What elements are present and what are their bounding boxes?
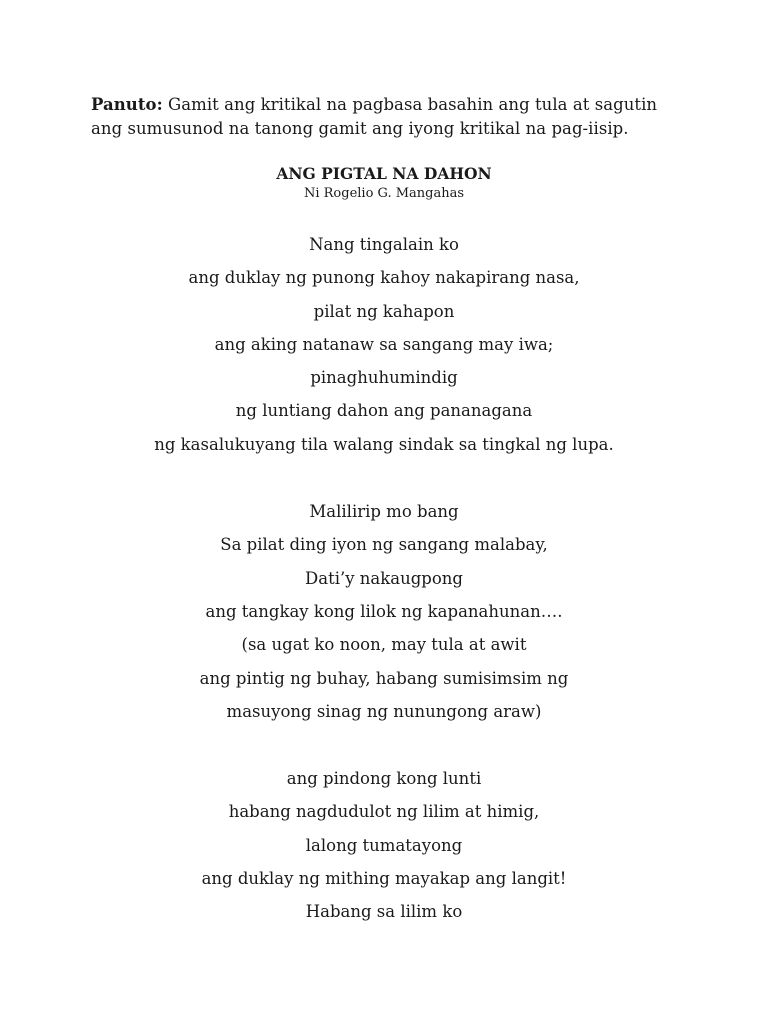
poem-line: Nang tingalain ko <box>309 235 459 254</box>
poem-line: ng luntiang dahon ang pananagana <box>235 401 533 421</box>
poem-line: ng kasalukuyang tila walang sindak sa tingkal ng lupa. <box>154 434 614 454</box>
poem-author: Ni Rogelio G. Mangahas <box>303 186 465 201</box>
poem-line: masuyong sinag ng nunungong araw) <box>226 701 542 721</box>
poem-line: Habang sa lilim ko <box>305 902 463 922</box>
poem-body <box>0 234 768 969</box>
poem-line: lalong tumatayong <box>305 835 463 855</box>
stanza-2 <box>0 501 768 734</box>
instructions-text: Gamit ang kritikal na pagbasa basahin ang tula at sagutin ang sumusunod na tanong gamit ang iyong kritikal na pag-iisip. <box>91 95 658 138</box>
poem-line: ang tangkay kong lilok ng kapanahunan…. <box>205 601 563 621</box>
poem-line: Malilirip mo bang <box>309 502 459 522</box>
stanza-3 <box>0 768 768 934</box>
poem-line: Dati’y nakaugpong <box>305 568 463 588</box>
poem-title: ANG PIGTAL NA DAHON <box>276 164 492 183</box>
poem-line: habang nagdudulot ng lilim at himig, <box>228 802 540 822</box>
instructions-label: Panuto: <box>91 95 163 114</box>
poem-line: pilat ng kahapon <box>313 301 455 321</box>
poem-line: ang aking natanaw sa sangang may iwa; <box>214 334 554 354</box>
poem-line: ang pintig ng buhay, habang sumisimsim ng <box>199 668 569 688</box>
poem-line: pinaghuhumindig <box>310 368 458 388</box>
poem-line: ang duklay ng punong kahoy nakapirang nasa, <box>188 268 580 288</box>
poem-line: (sa ugat ko noon, may tula at awit <box>241 635 527 655</box>
instructions-paragraph <box>91 93 691 141</box>
poem-line: Sa pilat ding iyon ng sangang malabay, <box>220 535 548 555</box>
poem-line: ang pindong kong lunti <box>286 769 482 789</box>
stanza-1 <box>0 234 768 467</box>
poem-line: ang duklay ng mithing mayakap ang langit! <box>201 869 567 889</box>
